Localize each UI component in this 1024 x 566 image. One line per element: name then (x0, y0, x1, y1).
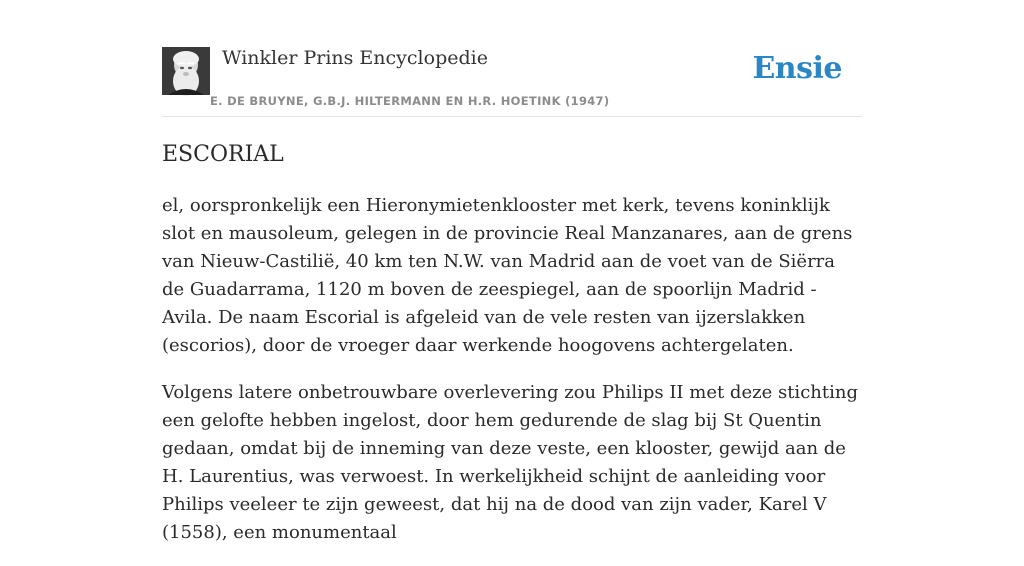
authors-credit: E. DE BRUYNE, G.B.J. HILTERMANN EN H.R. HOETINK (1947) (210, 94, 610, 108)
site-header (162, 46, 862, 117)
paragraph: Volgens latere onbetrouwbare overlevering zou Philips II met deze stichting een gelofte hebben ingelost, door hem gedurende de slag bij St Quentin gedaan, omdat bij de inneming van deze veste, een klooster, gewijd aan de H. Laurentius, was verwoest. In werkelijkheid schijnt de aanleiding voor Philips veeleer te zijn geweest, dat hij na de dood van zijn vader, Karel V (1558), een monumentaal (162, 382, 858, 543)
author-portrait-icon[interactable] (162, 47, 210, 95)
site-title[interactable]: Winkler Prins Encyclopedie (222, 47, 488, 69)
brand-logo[interactable]: Ensie (752, 51, 842, 86)
article-body (162, 192, 862, 566)
article-title: ESCORIAL (162, 142, 284, 167)
paragraph: el, oorspronkelijk een Hieronymietenklooster met kerk, tevens koninklijk slot en mausoleum, gelegen in de provincie Real Manzanares, aan de grens van Nieuw-Castilië, 40 km ten N.W. van Madrid aan de voet van de Siërra de Guadarrama, 1120 m boven de zeespiegel, aan de spoorlijn Madrid - Avila. De naam Escorial is afgeleid van de vele resten van ijzerslakken (escorios), door de vroeger daar werkende hoogovens achtergelaten. (162, 195, 853, 356)
